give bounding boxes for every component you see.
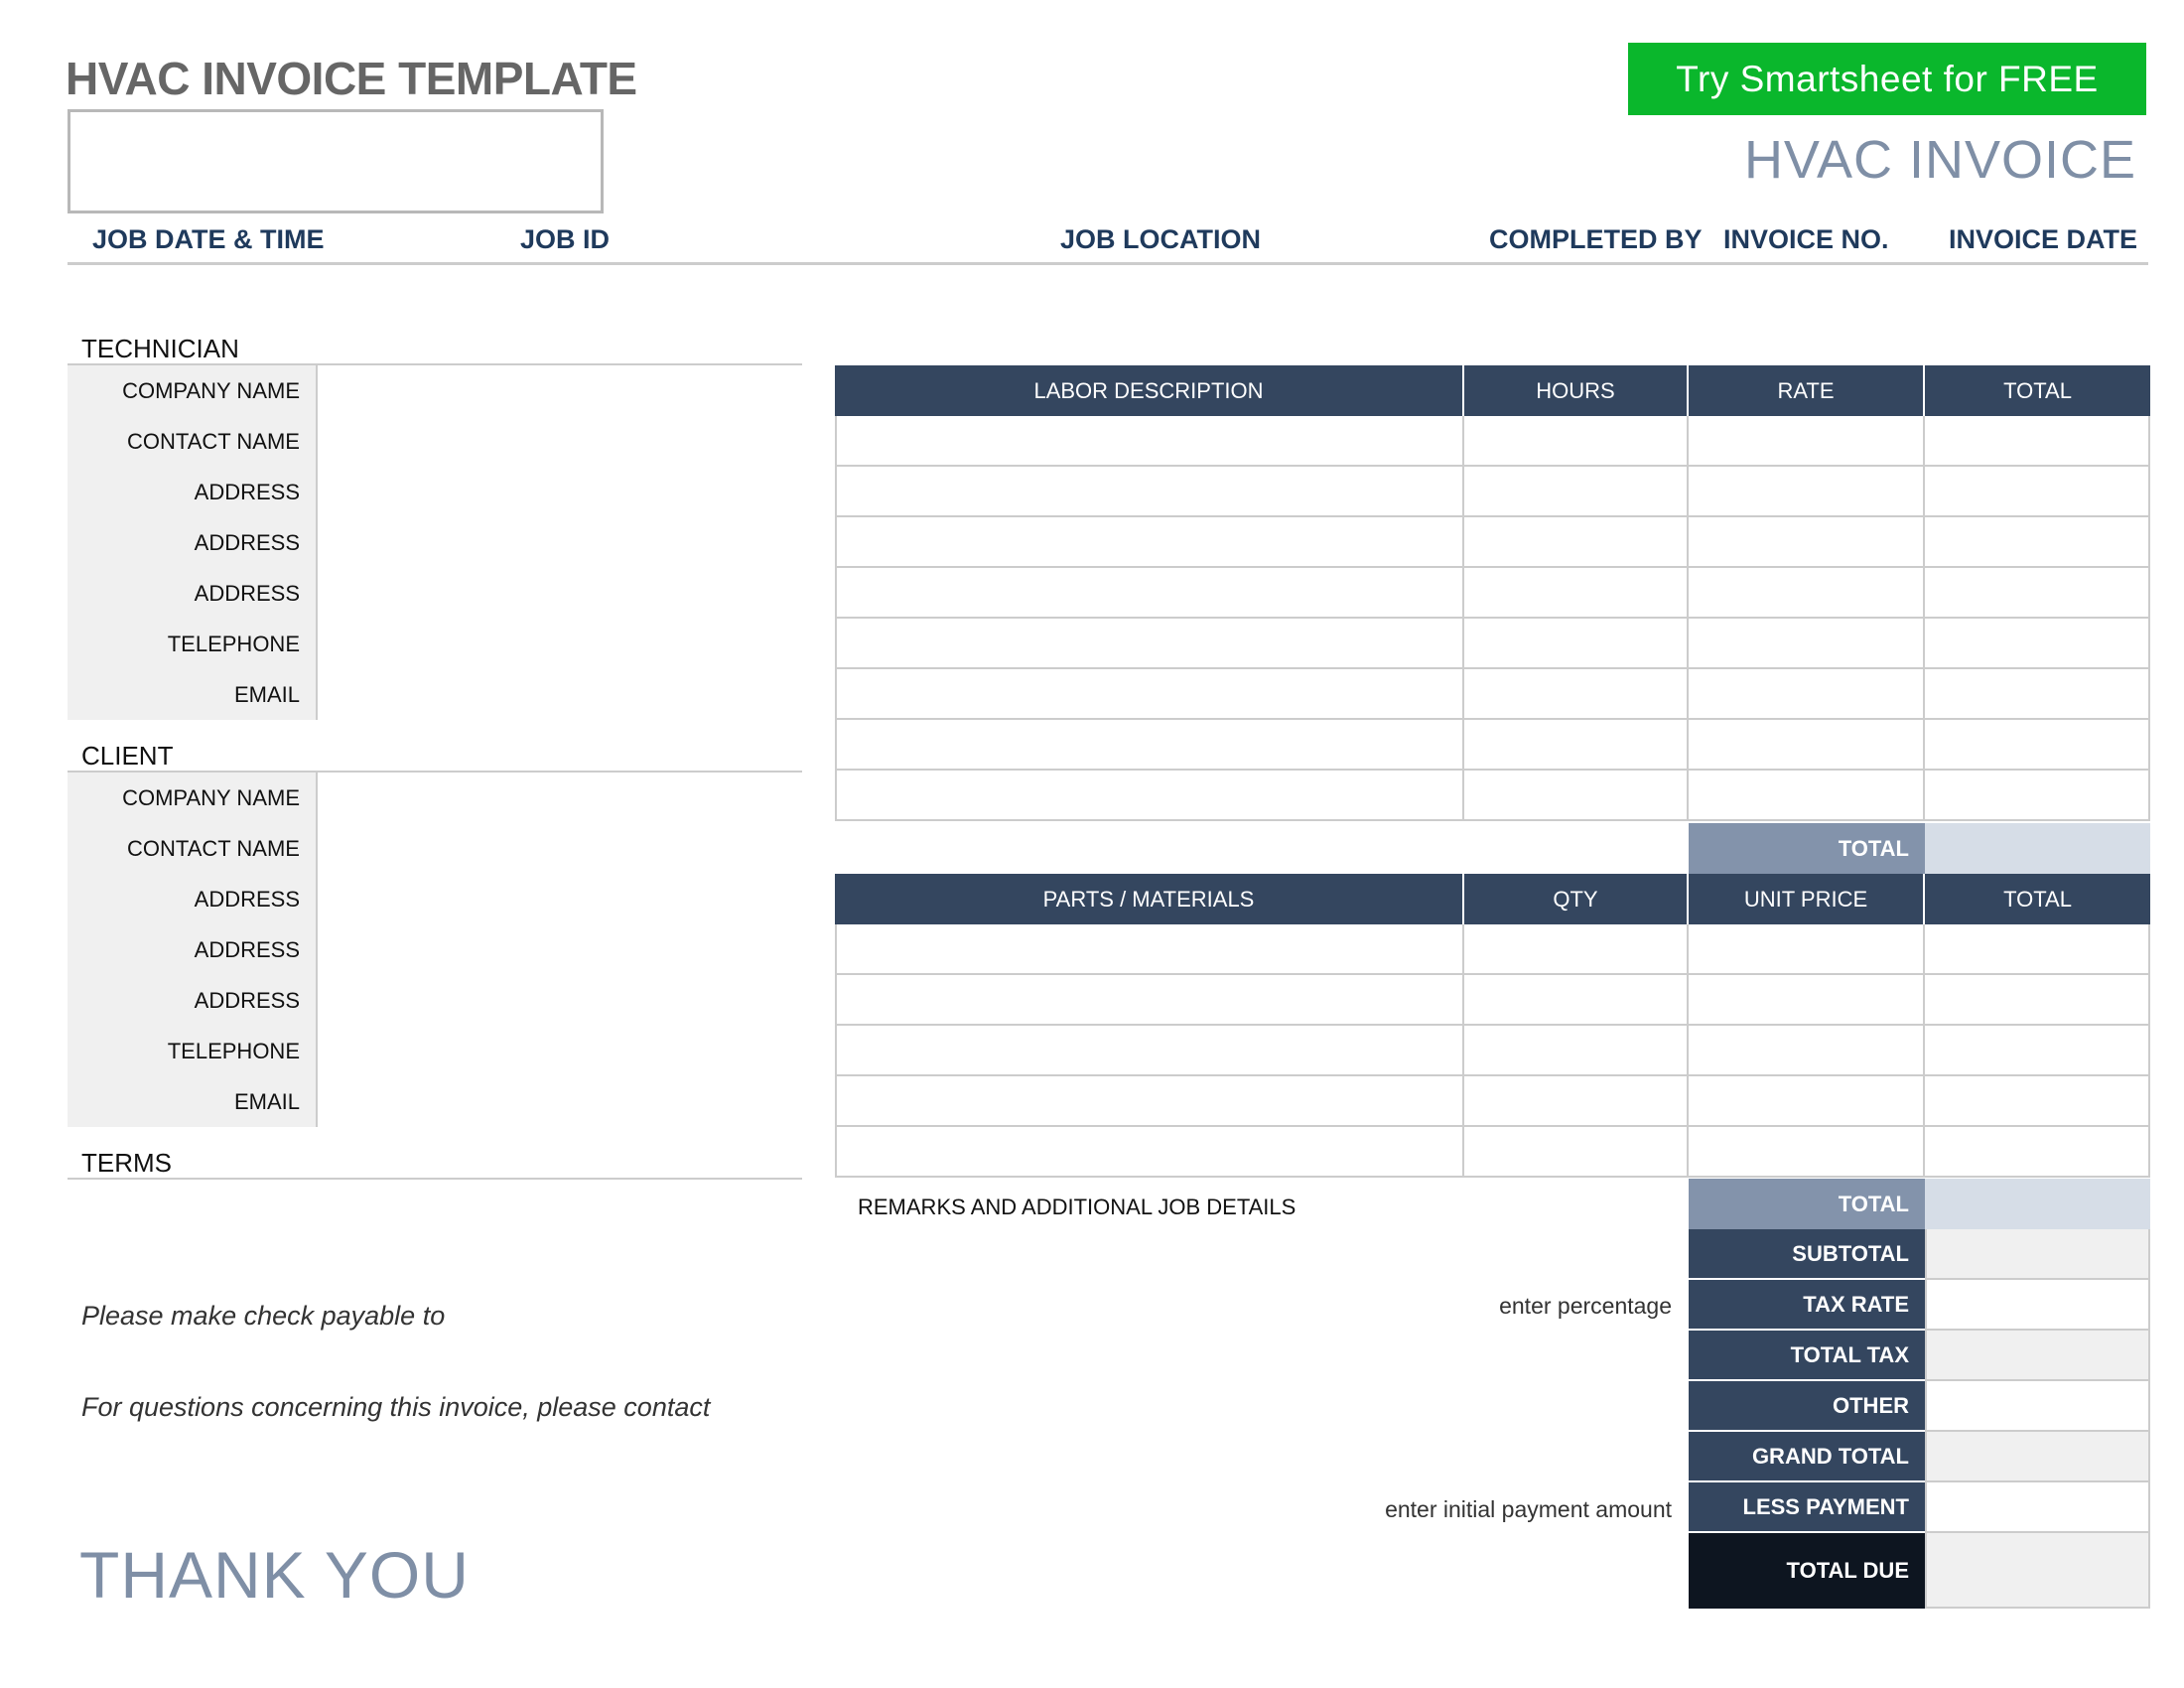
labor-cell-2-2[interactable] xyxy=(1689,517,1925,566)
invoice-date-header: INVOICE DATE xyxy=(1949,224,2138,254)
labor-cell-1-3[interactable] xyxy=(1925,467,2150,515)
parts-cell-2-3[interactable] xyxy=(1925,1026,2150,1074)
completed-by-header: COMPLETED BY xyxy=(1489,224,1703,254)
parts-cell-0-3[interactable] xyxy=(1925,924,2150,973)
unit-price-header: UNIT PRICE xyxy=(1689,874,1923,924)
labor-cell-7-0[interactable] xyxy=(835,771,1464,819)
labor-column-line-3 xyxy=(1923,416,1925,821)
grand-total-value[interactable] xyxy=(1925,1432,2150,1482)
labor-cell-7-1[interactable] xyxy=(1464,771,1689,819)
parts-cell-2-1[interactable] xyxy=(1464,1026,1689,1074)
parts-cell-4-2[interactable] xyxy=(1689,1127,1925,1176)
contact-note: For questions concerning this invoice, please contact xyxy=(81,1392,711,1422)
labor-cell-5-0[interactable] xyxy=(835,669,1464,718)
terms-section-title: TERMS xyxy=(81,1148,172,1178)
client-section-title: CLIENT xyxy=(81,741,174,771)
labor-cell-1-2[interactable] xyxy=(1689,467,1925,515)
labor-cell-0-0[interactable] xyxy=(835,416,1464,465)
check-payable-note: Please make check payable to xyxy=(81,1301,446,1331)
labor-cell-1-0[interactable] xyxy=(835,467,1464,515)
labor-cell-4-2[interactable] xyxy=(1689,619,1925,667)
parts-cell-1-3[interactable] xyxy=(1925,975,2150,1024)
parts-cell-2-0[interactable] xyxy=(835,1026,1464,1074)
client-value-4[interactable] xyxy=(318,975,802,1026)
labor-cell-5-3[interactable] xyxy=(1925,669,2150,718)
tax-rate-input[interactable] xyxy=(1925,1280,2150,1331)
technician-label-2: ADDRESS xyxy=(68,467,316,517)
labor-cell-5-2[interactable] xyxy=(1689,669,1925,718)
parts-cell-2-2[interactable] xyxy=(1689,1026,1925,1074)
technician-value-0[interactable] xyxy=(318,365,802,416)
parts-cell-1-0[interactable] xyxy=(835,975,1464,1024)
parts-column-line-2 xyxy=(1687,924,1689,1178)
parts-column-line-3 xyxy=(1923,924,1925,1178)
hours-header: HOURS xyxy=(1464,365,1687,416)
labor-column-line-0 xyxy=(835,416,837,821)
labor-description-header: LABOR DESCRIPTION xyxy=(835,365,1462,416)
tax-rate-hint: enter percentage xyxy=(1499,1293,1672,1319)
parts-cell-1-2[interactable] xyxy=(1689,975,1925,1024)
labor-cell-6-1[interactable] xyxy=(1464,720,1689,769)
client-value-6[interactable] xyxy=(318,1076,802,1127)
parts-cell-0-1[interactable] xyxy=(1464,924,1689,973)
less-payment-label: LESS PAYMENT xyxy=(1689,1482,1925,1533)
parts-total-label: TOTAL xyxy=(1689,1179,1925,1229)
invoice-heading: HVAC INVOICE xyxy=(1743,130,2136,190)
parts-cell-0-0[interactable] xyxy=(835,924,1464,973)
technician-label-4: ADDRESS xyxy=(68,568,316,619)
client-column-divider xyxy=(316,773,318,1127)
labor-cell-3-1[interactable] xyxy=(1464,568,1689,617)
labor-cell-1-1[interactable] xyxy=(1464,467,1689,515)
labor-cell-3-2[interactable] xyxy=(1689,568,1925,617)
logo-placeholder[interactable] xyxy=(68,109,604,213)
client-label-6: EMAIL xyxy=(68,1076,316,1127)
technician-value-4[interactable] xyxy=(318,568,802,619)
labor-cell-2-3[interactable] xyxy=(1925,517,2150,566)
parts-column-line-1 xyxy=(1462,924,1464,1178)
technician-value-6[interactable] xyxy=(318,669,802,720)
total-tax-label: TOTAL TAX xyxy=(1689,1331,1925,1381)
labor-column-line-2 xyxy=(1687,416,1689,821)
subtotal-label: SUBTOTAL xyxy=(1689,1229,1925,1280)
client-label-4: ADDRESS xyxy=(68,975,316,1026)
header-divider xyxy=(68,262,2148,265)
technician-label-3: ADDRESS xyxy=(68,517,316,568)
labor-cell-2-1[interactable] xyxy=(1464,517,1689,566)
terms-divider xyxy=(68,1178,802,1180)
parts-cell-0-2[interactable] xyxy=(1689,924,1925,973)
tax-rate-label: TAX RATE xyxy=(1689,1280,1925,1331)
less-payment-input[interactable] xyxy=(1925,1482,2150,1533)
labor-cell-6-0[interactable] xyxy=(835,720,1464,769)
payment-hint: enter initial payment amount xyxy=(1385,1496,1672,1522)
labor-cell-4-0[interactable] xyxy=(835,619,1464,667)
job-location-header: JOB LOCATION xyxy=(1060,224,1261,254)
job-id-header: JOB ID xyxy=(520,224,611,254)
invoice-no-header: INVOICE NO. xyxy=(1723,224,1889,254)
technician-value-3[interactable] xyxy=(318,517,802,568)
labor-column-line-1 xyxy=(1462,416,1464,821)
total-due-value[interactable] xyxy=(1925,1533,2150,1609)
labor-cell-5-1[interactable] xyxy=(1464,669,1689,718)
parts-cell-1-1[interactable] xyxy=(1464,975,1689,1024)
client-label-5: TELEPHONE xyxy=(68,1026,316,1076)
parts-column-line-4 xyxy=(2148,924,2150,1178)
parts-column-line-0 xyxy=(835,924,837,1178)
other-label: OTHER xyxy=(1689,1381,1925,1432)
rate-header: RATE xyxy=(1689,365,1923,416)
labor-cell-0-2[interactable] xyxy=(1689,416,1925,465)
total-due-label: TOTAL DUE xyxy=(1689,1533,1925,1609)
parts-cell-3-1[interactable] xyxy=(1464,1076,1689,1125)
parts-total-value[interactable] xyxy=(1925,1179,2150,1229)
document-title: HVAC INVOICE TEMPLATE xyxy=(66,53,637,104)
client-label-2: ADDRESS xyxy=(68,874,316,924)
labor-cell-3-0[interactable] xyxy=(835,568,1464,617)
client-label-3: ADDRESS xyxy=(68,924,316,975)
client-value-3[interactable] xyxy=(318,924,802,975)
labor-total-label: TOTAL xyxy=(1689,823,1925,874)
labor-cell-0-1[interactable] xyxy=(1464,416,1689,465)
client-value-1[interactable] xyxy=(318,823,802,874)
labor-total-header: TOTAL xyxy=(1925,365,2150,416)
parts-total-header: TOTAL xyxy=(1925,874,2150,924)
technician-value-2[interactable] xyxy=(318,467,802,517)
client-value-2[interactable] xyxy=(318,874,802,924)
labor-cell-4-1[interactable] xyxy=(1464,619,1689,667)
client-value-0[interactable] xyxy=(318,773,802,823)
client-label-1: CONTACT NAME xyxy=(68,823,316,874)
technician-value-5[interactable] xyxy=(318,619,802,669)
subtotal-value[interactable] xyxy=(1925,1229,2150,1280)
labor-cell-2-0[interactable] xyxy=(835,517,1464,566)
job-date-time-header: JOB DATE & TIME xyxy=(92,224,325,254)
parts-cell-3-3[interactable] xyxy=(1925,1076,2150,1125)
technician-label-0: COMPANY NAME xyxy=(68,365,316,416)
client-label-0: COMPANY NAME xyxy=(68,773,316,823)
technician-column-divider xyxy=(316,365,318,720)
technician-value-1[interactable] xyxy=(318,416,802,467)
parts-materials-header: PARTS / MATERIALS xyxy=(835,874,1462,924)
labor-cell-6-2[interactable] xyxy=(1689,720,1925,769)
labor-total-value[interactable] xyxy=(1925,823,2150,874)
parts-cell-4-1[interactable] xyxy=(1464,1127,1689,1176)
parts-cell-3-0[interactable] xyxy=(835,1076,1464,1125)
labor-cell-7-2[interactable] xyxy=(1689,771,1925,819)
thank-you-text: THANK YOU xyxy=(79,1538,470,1612)
grand-total-label: GRAND TOTAL xyxy=(1689,1432,1925,1482)
labor-column-line-4 xyxy=(2148,416,2150,821)
parts-cell-3-2[interactable] xyxy=(1689,1076,1925,1125)
parts-cell-4-0[interactable] xyxy=(835,1127,1464,1176)
qty-header: QTY xyxy=(1464,874,1687,924)
labor-cell-4-3[interactable] xyxy=(1925,619,2150,667)
try-smartsheet-button[interactable]: Try Smartsheet for FREE xyxy=(1628,43,2146,115)
total-tax-value[interactable] xyxy=(1925,1331,2150,1381)
labor-cell-3-3[interactable] xyxy=(1925,568,2150,617)
client-value-5[interactable] xyxy=(318,1026,802,1076)
labor-cell-7-3[interactable] xyxy=(1925,771,2150,819)
labor-cell-0-3[interactable] xyxy=(1925,416,2150,465)
technician-label-6: EMAIL xyxy=(68,669,316,720)
other-input[interactable] xyxy=(1925,1381,2150,1432)
technician-section-title: TECHNICIAN xyxy=(81,334,239,363)
technician-label-1: CONTACT NAME xyxy=(68,416,316,467)
technician-label-5: TELEPHONE xyxy=(68,619,316,669)
parts-cell-4-3[interactable] xyxy=(1925,1127,2150,1176)
labor-cell-6-3[interactable] xyxy=(1925,720,2150,769)
remarks-label: REMARKS AND ADDITIONAL JOB DETAILS xyxy=(858,1195,1297,1219)
